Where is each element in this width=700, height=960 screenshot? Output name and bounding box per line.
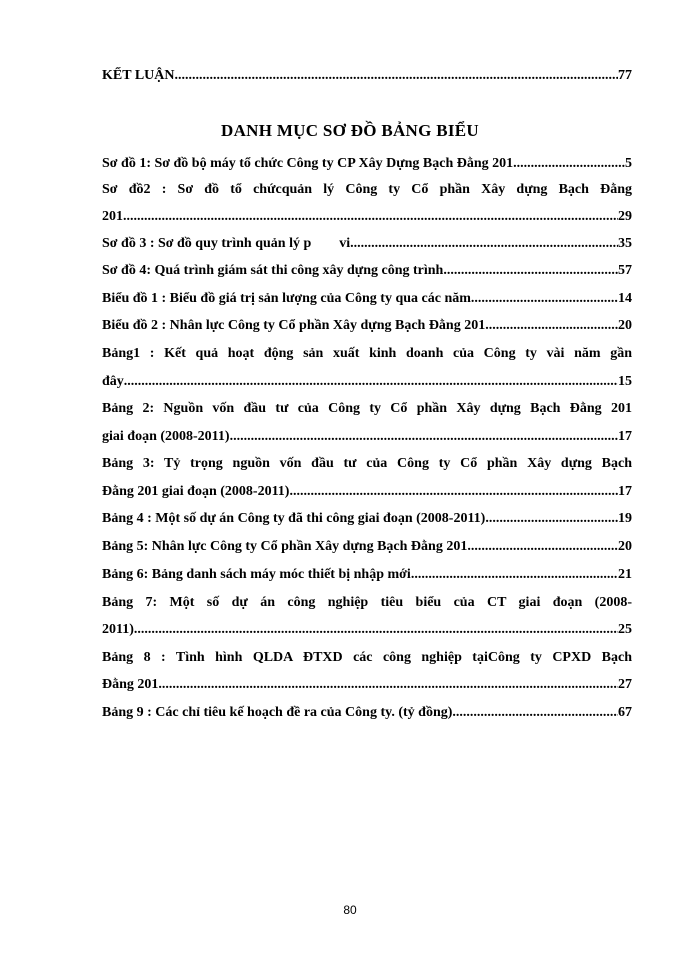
toc-entry-title: 201 <box>102 209 123 224</box>
toc-entry-title: Sơ đồ 3 : Sơ đồ quy trình quản lý p vi <box>102 236 351 251</box>
toc-entry-title: Bảng 5: Nhân lực Công ty Cổ phần Xây dựng Bạch Đằng 201 <box>102 539 468 554</box>
toc-entry-title: Đằng 201 <box>102 677 159 692</box>
toc-leader-dots <box>513 155 625 173</box>
toc-entry-page: 57 <box>618 263 632 278</box>
toc-entry-title: Sơ đồ 1: Sơ đồ bộ máy tổ chức Công ty CP Xây Dựng Bạch Đằng 201 <box>102 156 514 171</box>
toc-entry[interactable] <box>102 155 632 173</box>
toc-entry[interactable] <box>102 317 632 335</box>
toc-leader-dots <box>178 67 618 85</box>
toc-entry-line2[interactable] <box>102 373 632 391</box>
toc-entry-line1[interactable]: Bảng 8 : Tình hình QLDA ĐTXD các công nghiệp tạiCông ty CPXD Bạch <box>102 650 632 665</box>
toc-entry-page: 14 <box>618 291 632 306</box>
toc-entry-title: đây <box>102 374 124 389</box>
toc-entry-page: 25 <box>618 622 632 637</box>
toc-leader-dots <box>467 538 618 556</box>
toc-entry[interactable] <box>102 510 632 528</box>
toc-entry[interactable] <box>102 566 632 584</box>
toc-entry-title: 2011). <box>102 622 138 637</box>
toc-entry-title: Bảng 4 : Một số dự án Công ty đã thi công giai đoạn (2008-2011) <box>102 511 486 526</box>
toc-entry-line2[interactable] <box>102 621 632 639</box>
toc-entry-line1[interactable]: Sơ đồ2 : Sơ đồ tổ chứcquản lý Công ty Cổ phần Xây dựng Bạch Đằng <box>102 182 632 197</box>
toc-entry-page: 21 <box>618 567 632 582</box>
toc-leader-dots <box>123 208 618 226</box>
toc-entry-page: 17 <box>618 429 632 444</box>
toc-leader-dots <box>350 235 618 253</box>
toc-entry-line1[interactable]: Bảng1 : Kết quả hoạt động sản xuất kinh doanh của Công ty vài năm gần <box>102 346 632 361</box>
list-heading: DANH MỤC SƠ ĐỒ BẢNG BIỂU <box>221 121 479 140</box>
toc-entry-title: giai đoạn (2008-2011) <box>102 429 230 444</box>
toc-leader-dots <box>485 510 618 528</box>
toc-entry[interactable] <box>102 290 632 308</box>
toc-entry-page: 29 <box>618 209 632 224</box>
toc-leader-dots <box>452 704 618 722</box>
toc-entry-page: 19 <box>618 511 632 526</box>
toc-entry-line1[interactable]: Bảng 7: Một số dự án công nghiệp tiêu biểu của CT giai đoạn (2008- <box>102 595 632 610</box>
toc-entry-page: 35 <box>618 236 632 251</box>
toc-leader-dots <box>124 373 618 391</box>
toc-entry-title: Bảng 6: Bảng danh sách máy móc thiết bị nhập mới <box>102 567 411 582</box>
toc-entry-title: Sơ đồ 4: Quá trình giám sát thi công xây dựng công trình <box>102 263 444 278</box>
toc-leader-dots <box>230 428 618 446</box>
toc-entry-page: 5 <box>625 156 632 171</box>
toc-entry-line2[interactable] <box>102 208 632 226</box>
toc-entry[interactable] <box>102 538 632 556</box>
toc-entry-page: 20 <box>618 318 632 333</box>
toc-entry-page: 15 <box>618 374 632 389</box>
toc-leader-dots <box>158 676 618 694</box>
toc-entry[interactable] <box>102 235 632 253</box>
toc-leader-dots <box>489 317 618 335</box>
toc-entry-page: 77 <box>618 68 632 83</box>
toc-entry-page: 17 <box>618 484 632 499</box>
toc-entry-page: 27 <box>618 677 632 692</box>
toc-entry-conclusion[interactable] <box>102 67 632 85</box>
toc-entry-title: Biểu đồ 1 : Biểu đồ giá trị sản lượng của Công ty qua các năm <box>102 291 471 306</box>
toc-entry-line2[interactable] <box>102 483 632 501</box>
toc-entry-title: Bảng 9 : Các chỉ tiêu kế hoạch đề ra của Công ty. (tỷ đồng) <box>102 705 453 720</box>
toc-leader-dots <box>471 290 618 308</box>
toc-leader-dots <box>443 262 618 280</box>
toc-leader-dots <box>289 483 618 501</box>
toc-entry-line2[interactable] <box>102 676 632 694</box>
toc-entry-line1[interactable]: Bảng 2: Nguồn vốn đầu tư của Công ty Cổ phần Xây dựng Bạch Đằng 201 <box>102 401 632 416</box>
toc-leader-dots <box>411 566 618 584</box>
toc-entry-line1[interactable]: Bảng 3: Tỷ trọng nguồn vốn đầu tư của Công ty Cổ phần Xây dựng Bạch <box>102 456 632 471</box>
page-number: 80 <box>343 903 357 917</box>
toc-entry[interactable] <box>102 262 632 280</box>
toc-entry-title: KẾT LUẬN. <box>102 68 178 83</box>
toc-entry-title: Biểu đồ 2 : Nhân lực Công ty Cổ phần Xây dựng Bạch Đằng 201. <box>102 318 489 333</box>
toc-entry-page: 20 <box>618 539 632 554</box>
toc-leader-dots <box>137 621 618 639</box>
toc-entry[interactable] <box>102 704 632 722</box>
toc-entry-title: Đằng 201 giai đoạn (2008-2011) <box>102 484 290 499</box>
toc-entry-line2[interactable] <box>102 428 632 446</box>
toc-entry-page: 67 <box>618 705 632 720</box>
